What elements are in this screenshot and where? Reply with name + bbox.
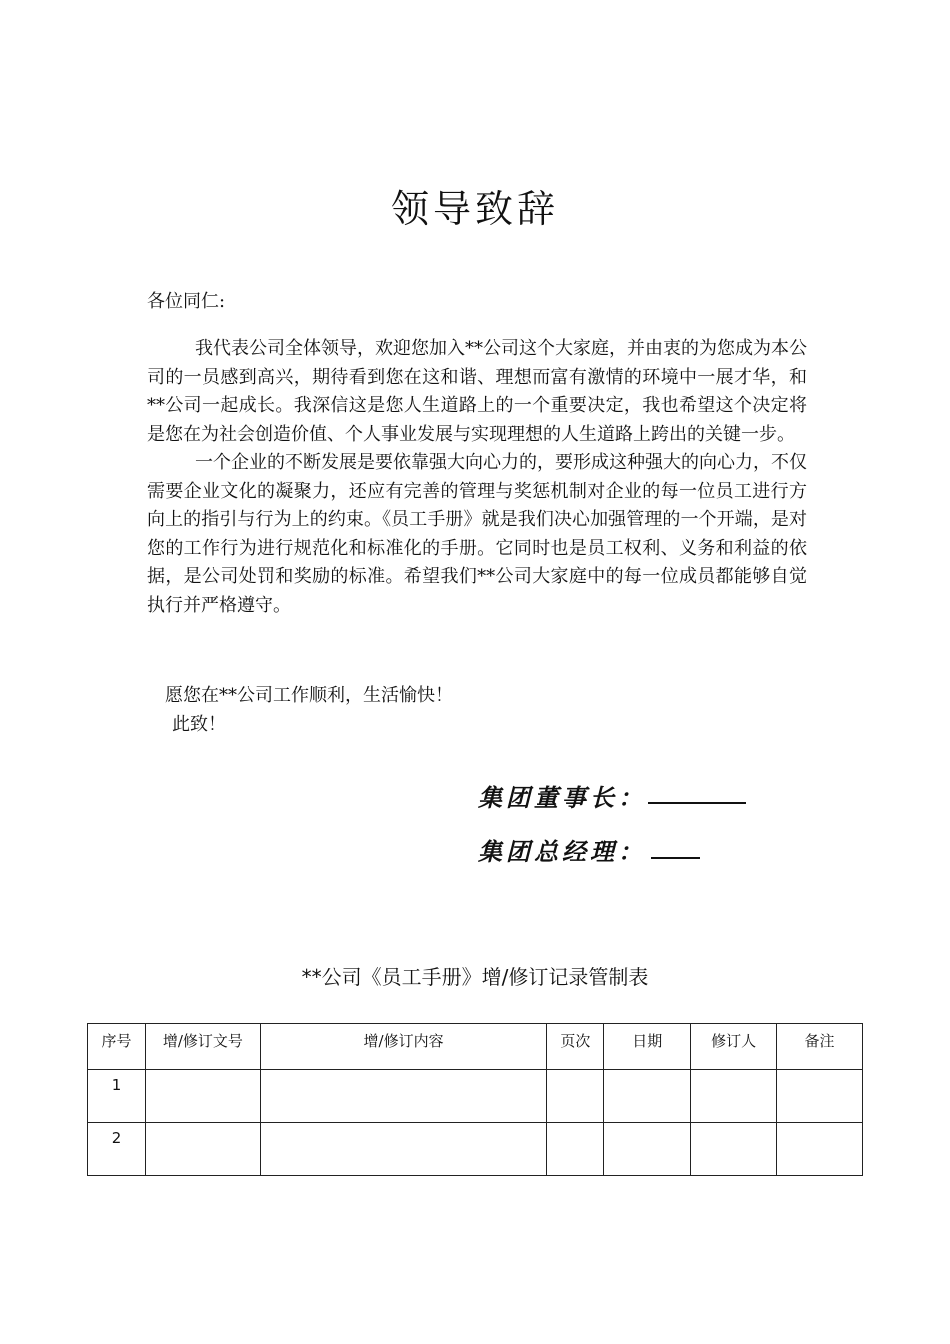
table-cell bbox=[691, 1123, 777, 1176]
closing-wish: 愿您在**公司工作顺利，生活愉快！ bbox=[165, 685, 453, 706]
general-manager-signature-label: 集团总经理： bbox=[478, 837, 646, 866]
table-row bbox=[88, 1070, 863, 1123]
paragraph-welcome: 我代表公司全体领导，欢迎您加入**公司这个大家庭，并由衷的为您成为本公司的一员感到高兴，期待看到您在这和谐、理想而富有激情的环境中一展才华，和**公司一起成长。我深信这是您人生道路上的一个重要决定，我也希望这个决定将是您在为社会创造价值、个人事业发展与实现理想的人生道路上跨出的关键一步。 bbox=[147, 338, 807, 445]
table-cell bbox=[260, 1123, 547, 1176]
table-cell bbox=[547, 1123, 604, 1176]
header-revision-number: 增/修订文号 bbox=[145, 1024, 260, 1070]
header-remarks: 备注 bbox=[777, 1024, 863, 1070]
table-cell bbox=[145, 1070, 260, 1123]
table-header-row bbox=[88, 1024, 863, 1070]
table-cell bbox=[604, 1123, 691, 1176]
table-row bbox=[88, 1123, 863, 1176]
table-cell: 2 bbox=[88, 1123, 146, 1176]
letter-body bbox=[147, 335, 807, 620]
table-cell bbox=[260, 1070, 547, 1123]
table-cell bbox=[145, 1123, 260, 1176]
revision-table-title: **公司《员工手册》增/修订记录管制表 bbox=[301, 965, 649, 989]
paragraph-handbook: 一个企业的不断发展是要依靠强大向心力的，要形成这种强大的向心力，不仅需要企业文化的凝聚力，还应有完善的管理与奖惩机制对企业的每一位员工进行方向上的指引与行为上的约束。《员工手册》就是我们决心加强管理的一个开端，是对您的工作行为进行规范化和标准化的手册。它同时也是员工权利、义务和利益的依据，是公司处罚和奖励的标准。希望我们**公司大家庭中的每一位成员都能够自觉执行并严格遵守。 bbox=[147, 452, 807, 616]
closing-regards: 此致！ bbox=[172, 714, 226, 735]
table-cell bbox=[777, 1123, 863, 1176]
header-revision-content: 增/修订内容 bbox=[260, 1024, 547, 1070]
salutation: 各位同仁: bbox=[147, 291, 226, 312]
header-reviser: 修订人 bbox=[691, 1024, 777, 1070]
header-serial: 序号 bbox=[88, 1024, 146, 1070]
header-date: 日期 bbox=[604, 1024, 691, 1070]
revision-record-table bbox=[87, 1023, 863, 1176]
table-cell bbox=[691, 1070, 777, 1123]
table-cell bbox=[777, 1070, 863, 1123]
header-page: 页次 bbox=[547, 1024, 604, 1070]
general-manager-signature-line bbox=[651, 857, 700, 859]
chairman-signature-line bbox=[648, 802, 746, 804]
page-title: 领导致辞 bbox=[390, 187, 559, 231]
table-cell: 1 bbox=[88, 1070, 146, 1123]
table-cell bbox=[547, 1070, 604, 1123]
chairman-signature-label: 集团董事长： bbox=[478, 783, 646, 812]
table-cell bbox=[604, 1070, 691, 1123]
